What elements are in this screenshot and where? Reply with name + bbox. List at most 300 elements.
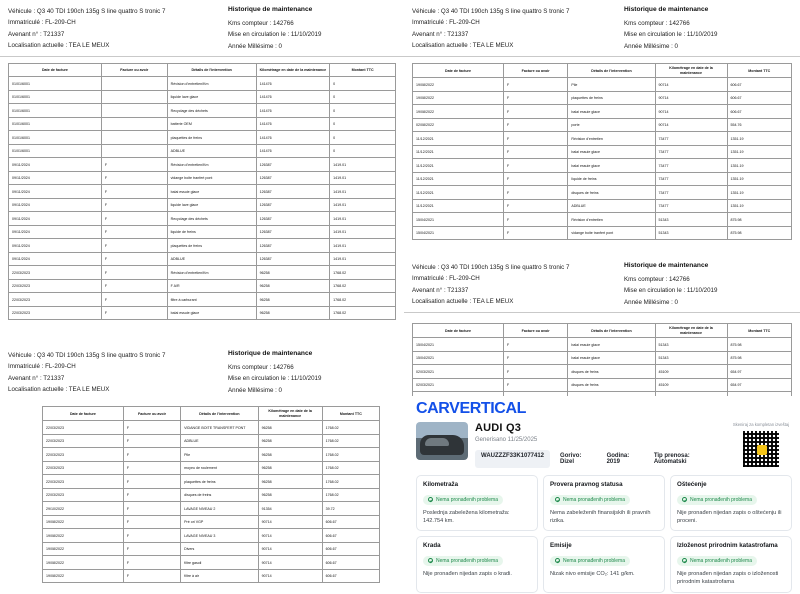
cell-details: liquide de freins <box>167 225 256 239</box>
cell-details: balai essuie glace <box>568 105 655 119</box>
card-title: Oštećenje <box>677 481 707 489</box>
report-header <box>0 0 404 57</box>
card-title: Izloženost prirodnim katastrofama <box>677 542 778 550</box>
cell-mileage: 96258 <box>258 488 322 502</box>
cell-date: 15/04/2021 <box>413 226 504 240</box>
cell-details: F A/R <box>167 279 256 293</box>
vehicle-plate: Immatriculé : FL-209-CH <box>412 19 480 27</box>
cell-invoice: F <box>503 213 567 227</box>
cell-amount: 1768.02 <box>330 293 396 307</box>
cell-details: plaquettes de freins <box>568 91 655 105</box>
cell-details: Pile <box>181 448 259 462</box>
carvertical-logo: CARVERTICAL <box>416 400 526 417</box>
table-row <box>9 306 396 320</box>
qr-code-icon[interactable] <box>742 430 780 468</box>
col-mileage: Kilométrage en date de la maintenance <box>655 324 727 338</box>
table-row <box>413 105 792 119</box>
col-invoice: Facture ou avoir <box>503 324 567 338</box>
cell-mileage: 73477 <box>655 145 727 159</box>
cell-date: 02/08/2022 <box>413 118 504 132</box>
cell-mileage: 90714 <box>655 105 727 119</box>
registration-date: Mise en circulation le : 11/10/2019 <box>228 31 322 39</box>
cell-mileage: 45109 <box>655 378 727 392</box>
cell-invoice: F <box>123 529 180 543</box>
cell-mileage: 96258 <box>258 421 322 435</box>
cell-mileage: 126387 <box>256 185 330 199</box>
vehicle-make-model: AUDI Q3 <box>475 422 522 434</box>
cell-mileage: 96258 <box>258 448 322 462</box>
card-title: Kilometraža <box>423 481 459 489</box>
cell-amount: 875.98 <box>727 213 791 227</box>
cell-amount: 1768.02 <box>322 421 379 435</box>
cell-date: 09/11/2024 <box>9 252 102 266</box>
cell-invoice: F <box>503 226 567 240</box>
cell-invoice: F <box>503 145 567 159</box>
cell-details: Pré ori VGP <box>181 515 259 529</box>
cell-amount: 875.98 <box>727 226 791 240</box>
cell-amount: 1419.01 <box>330 239 396 253</box>
status-text: Nema pronađenih problema <box>690 557 752 564</box>
table-row <box>43 461 380 475</box>
cell-date: 09/11/2024 <box>9 185 102 199</box>
cell-amount: 1419.01 <box>330 212 396 226</box>
cell-amount: 654.97 <box>727 378 791 392</box>
cell-invoice <box>101 90 167 104</box>
cell-date: 19/08/2022 <box>43 542 124 556</box>
table-row <box>413 91 792 105</box>
cell-date: 11/12/2021 <box>413 159 504 173</box>
cell-amount: 1768.02 <box>330 306 396 320</box>
cell-invoice: F <box>503 159 567 173</box>
cell-invoice: F <box>101 279 167 293</box>
vehicle-model: Véhicule : Q3 40 TDI 190ch 135g S line quattro S tronic 7 <box>8 8 166 15</box>
cell-amount: 1351.19 <box>727 199 791 213</box>
card-title: Krada <box>423 542 441 550</box>
cell-mileage: 96258 <box>256 266 330 280</box>
table-row <box>9 239 396 253</box>
table-row <box>413 78 792 92</box>
table-row <box>43 475 380 489</box>
check-card-mileage <box>416 475 538 531</box>
cell-date: 22/03/2023 <box>9 293 102 307</box>
table-row <box>9 279 396 293</box>
cell-mileage: 90714 <box>258 515 322 529</box>
cell-invoice: F <box>503 91 567 105</box>
cell-invoice: F <box>503 351 567 365</box>
table-header-row <box>413 64 792 78</box>
check-card-theft <box>416 536 538 592</box>
cell-mileage: 96258 <box>258 475 322 489</box>
cell-details: disques de freins <box>568 378 655 392</box>
cell-date: 19/08/2022 <box>43 529 124 543</box>
maintenance-table <box>42 406 380 583</box>
cell-mileage: 141476 <box>256 144 330 158</box>
cell-amount: 654.97 <box>727 365 791 379</box>
cell-amount: 1419.01 <box>330 252 396 266</box>
check-circle-icon <box>428 558 433 563</box>
table-body <box>413 78 792 240</box>
cell-invoice: F <box>101 185 167 199</box>
card-title: Emisije <box>550 542 572 550</box>
cell-mileage: 51343 <box>655 226 727 240</box>
cell-invoice: F <box>503 186 567 200</box>
table-row <box>9 90 396 104</box>
table-header-row <box>413 324 792 338</box>
cell-mileage: 141476 <box>256 131 330 145</box>
cell-invoice: F <box>101 225 167 239</box>
cell-mileage: 126387 <box>256 252 330 266</box>
model-year: Année Millésime : 0 <box>228 386 282 394</box>
cell-amount: 1768.02 <box>322 488 379 502</box>
status-text: Nema pronađenih problema <box>690 496 752 503</box>
cell-details: Pile <box>568 78 655 92</box>
check-card-emissions <box>543 536 665 592</box>
cell-mileage: 73477 <box>655 132 727 146</box>
cell-invoice: F <box>101 171 167 185</box>
card-title: Provera pravnog statusa <box>550 481 623 489</box>
fuel-chip: Gorivo: Dizel <box>560 453 582 465</box>
cell-amount: 1419.01 <box>330 185 396 199</box>
maintenance-table-wrapper <box>404 57 800 248</box>
cell-amount: 1768.02 <box>330 266 396 280</box>
col-invoice: Facture ou avoir <box>503 64 567 78</box>
cell-amount: 1768.02 <box>322 461 379 475</box>
cell-amount: 0 <box>330 90 396 104</box>
table-row <box>43 421 380 435</box>
cell-amount: 1351.19 <box>727 159 791 173</box>
table-row <box>43 515 380 529</box>
cell-date: 19/08/2022 <box>43 556 124 570</box>
table-row <box>413 118 792 132</box>
card-text: Nizak nivo emisije CO₂: 141 g/km. <box>550 570 635 577</box>
cell-invoice: F <box>123 461 180 475</box>
cell-date: 19/08/2022 <box>413 105 504 119</box>
maintenance-table <box>8 63 396 320</box>
table-row <box>43 569 380 583</box>
col-mileage: Kilométrage en date de la maintenance <box>256 64 330 77</box>
cell-date: 09/11/2024 <box>9 158 102 172</box>
cell-mileage: 141476 <box>256 104 330 118</box>
table-row <box>413 199 792 213</box>
cell-details: Révision d'entretien/Km <box>167 266 256 280</box>
cell-details: plaquettes de freins <box>181 475 259 489</box>
table-row <box>413 365 792 379</box>
cell-details: ADBLUE <box>167 252 256 266</box>
maintenance-report-top-left <box>0 0 404 344</box>
cell-date: 11/12/2021 <box>413 132 504 146</box>
cell-date: 01/01/6001 <box>9 90 102 104</box>
year-chip: Godina: 2019 <box>606 453 630 465</box>
check-circle-icon <box>428 497 433 502</box>
vehicle-info <box>8 6 165 52</box>
cell-amount: 1351.19 <box>727 132 791 146</box>
cell-details: porte <box>568 118 655 132</box>
cell-details: LAVAGE NIVEAU 3 <box>181 529 259 543</box>
cell-invoice: F <box>503 78 567 92</box>
report-header <box>404 0 800 57</box>
cell-invoice: F <box>123 556 180 570</box>
cell-amount: 1419.01 <box>330 198 396 212</box>
col-amount: Montant TTC <box>322 407 379 421</box>
cell-details: balai essuie glace <box>167 185 256 199</box>
cell-date: 01/01/6001 <box>9 144 102 158</box>
cell-date: 19/08/2022 <box>43 569 124 583</box>
status-badge <box>550 556 630 566</box>
cell-mileage: 96258 <box>256 279 330 293</box>
report-title: Historique de maintenance <box>228 6 313 13</box>
table-header-row <box>43 407 380 421</box>
cell-date: 01/01/6001 <box>9 117 102 131</box>
cell-date: 09/11/2024 <box>9 212 102 226</box>
cell-date: 19/08/2022 <box>413 91 504 105</box>
vehicle-plate: Immatriculé : FL-209-CH <box>412 275 480 283</box>
table-row <box>9 293 396 307</box>
cell-invoice: F <box>101 158 167 172</box>
check-circle-icon <box>682 497 687 502</box>
table-row <box>413 213 792 227</box>
table-row <box>9 171 396 185</box>
cell-date: 22/03/2023 <box>43 475 124 489</box>
cell-date: 15/04/2021 <box>413 351 504 365</box>
maintenance-summary <box>624 6 792 52</box>
cell-date: 09/11/2024 <box>9 198 102 212</box>
cell-date: 09/11/2024 <box>9 171 102 185</box>
col-details: Détails de l'intervention <box>181 407 259 421</box>
status-badge <box>423 495 503 505</box>
cell-amount: 554.76 <box>727 118 791 132</box>
cell-date: 22/03/2023 <box>9 266 102 280</box>
table-row <box>9 185 396 199</box>
table-row <box>43 488 380 502</box>
table-row <box>9 158 396 172</box>
vehicle-details <box>475 422 723 468</box>
table-row <box>413 172 792 186</box>
report-title: Historique de maintenance <box>624 6 709 13</box>
odometer-value: Kms compteur : 142766 <box>228 364 294 371</box>
maintenance-report-bottom-left <box>0 344 404 594</box>
cell-mileage: 96258 <box>256 293 330 307</box>
cell-amount: 1351.19 <box>727 145 791 159</box>
cell-date: 09/11/2024 <box>9 225 102 239</box>
cell-invoice: F <box>101 239 167 253</box>
transmission-chip: Tip prenosa: Automatski <box>653 453 690 465</box>
vehicle-avenant: Avenant n° : T21337 <box>8 374 65 382</box>
card-text: Poslednja zabeležena kilometraža: 142.754 km. <box>423 509 510 525</box>
card-text: Nije pronađen nijedan zapis o oštećenju ili proceni. <box>677 509 782 525</box>
cell-date: 15/04/2021 <box>413 338 504 352</box>
cell-invoice: F <box>101 293 167 307</box>
cell-mileage: 73477 <box>655 159 727 173</box>
status-badge <box>677 495 757 505</box>
vehicle-avenant: Avenant n° : T21337 <box>412 30 469 38</box>
cell-date: 22/03/2023 <box>43 488 124 502</box>
cell-mileage: 90714 <box>655 118 727 132</box>
vehicle-location: Localisation actuelle : TEA LE MEUX <box>8 386 110 394</box>
cell-date: 11/12/2021 <box>413 199 504 213</box>
cell-invoice: F <box>123 569 180 583</box>
table-row <box>413 159 792 173</box>
cell-mileage: 51343 <box>655 338 727 352</box>
cell-amount: 0 <box>330 77 396 91</box>
maintenance-table-wrapper <box>0 400 404 591</box>
cell-invoice <box>101 104 167 118</box>
carvertical-vehicle-summary <box>416 422 792 468</box>
maintenance-summary <box>228 350 396 396</box>
registration-date: Mise en circulation le : 11/10/2019 <box>624 287 718 295</box>
cell-amount: 0 <box>330 131 396 145</box>
qr-section <box>730 422 792 468</box>
cell-details: disques de freins <box>568 186 655 200</box>
col-details: Détails de l'intervention <box>568 64 655 78</box>
col-mileage: Kilométrage en date de la maintenance <box>655 64 727 78</box>
model-year: Année Millésime : 0 <box>624 42 678 50</box>
cell-mileage: 51343 <box>655 351 727 365</box>
cell-invoice: F <box>503 378 567 392</box>
cell-details: balai essuie glace <box>568 351 655 365</box>
cell-amount: 0 <box>330 104 396 118</box>
cell-details: ADBLUE <box>181 434 259 448</box>
model-year: Année Millésime : 0 <box>228 42 282 50</box>
vehicle-model: Véhicule : Q3 40 TDI 190ch 135g S line quattro S tronic 7 <box>412 264 570 271</box>
cell-details: filtre gasoil <box>181 556 259 570</box>
cell-invoice <box>101 131 167 145</box>
cell-invoice: F <box>123 434 180 448</box>
table-body <box>43 421 380 583</box>
cell-date: 11/12/2021 <box>413 145 504 159</box>
table-header-row <box>9 64 396 77</box>
cell-details: balai essuie glace <box>167 306 256 320</box>
model-year: Année Millésime : 0 <box>624 298 678 306</box>
col-amount: Montant TTC <box>727 324 791 338</box>
cell-details: balai essuie glace <box>568 159 655 173</box>
cell-details: filtre à carburant <box>167 293 256 307</box>
check-card-legal <box>543 475 665 531</box>
table-row <box>43 556 380 570</box>
cell-date: 22/03/2023 <box>43 448 124 462</box>
registration-date: Mise en circulation le : 11/10/2019 <box>228 375 322 383</box>
cell-invoice: F <box>503 365 567 379</box>
cell-amount: 0 <box>330 117 396 131</box>
cell-date: 11/12/2021 <box>413 172 504 186</box>
cell-invoice: F <box>503 338 567 352</box>
col-date: Date de facture <box>413 324 504 338</box>
carvertical-panel <box>408 396 800 594</box>
cell-date: 22/03/2023 <box>43 461 124 475</box>
check-circle-icon <box>555 497 560 502</box>
card-text: Nije pronađen nijedan zapis o izloženosti prirodnim katastrofama <box>677 570 779 586</box>
cell-details: Révision d'entretien <box>568 213 655 227</box>
table-row <box>43 434 380 448</box>
odometer-value: Kms compteur : 142766 <box>228 20 294 27</box>
cell-amount: 0 <box>330 144 396 158</box>
cell-amount: 1768.02 <box>322 475 379 489</box>
cell-details: disques de freins <box>181 488 259 502</box>
cell-mileage: 96258 <box>256 306 330 320</box>
table-row <box>9 225 396 239</box>
table-row <box>9 212 396 226</box>
col-amount: Montant TTC <box>330 64 396 77</box>
vehicle-model: Véhicule : Q3 40 TDI 190ch 135g S line quattro S tronic 7 <box>412 8 570 15</box>
cell-amount: 39.72 <box>322 502 379 516</box>
cell-amount: 606.67 <box>727 105 791 119</box>
check-card-natural-disasters <box>670 536 792 592</box>
card-text: Nije pronađen nijedan zapis o kradi. <box>423 570 512 577</box>
maintenance-report-top-right <box>404 0 800 256</box>
cell-invoice: F <box>101 266 167 280</box>
cell-date: 01/01/6001 <box>9 131 102 145</box>
vehicle-plate: Immatriculé : FL-209-CH <box>8 363 76 371</box>
report-header <box>404 256 800 313</box>
vehicle-info <box>412 6 569 52</box>
table-row <box>9 117 396 131</box>
cell-amount: 1768.02 <box>322 434 379 448</box>
cell-date: 19/08/2022 <box>413 78 504 92</box>
cell-invoice: F <box>123 448 180 462</box>
cell-invoice <box>101 144 167 158</box>
cell-amount: 1768.02 <box>330 279 396 293</box>
cell-details: plaquettes de freins <box>167 131 256 145</box>
status-text: Nema pronađenih problema <box>563 557 625 564</box>
qr-caption: Skeniraj za kompletan izveštaj <box>732 422 790 427</box>
cell-details: ADBLUE <box>167 144 256 158</box>
cell-invoice <box>101 77 167 91</box>
cell-invoice: F <box>503 172 567 186</box>
vehicle-location: Localisation actuelle : TEA LE MEUX <box>412 298 514 306</box>
col-details: Détails de l'intervention <box>167 64 256 77</box>
cell-date: 19/08/2022 <box>43 515 124 529</box>
col-invoice: Facture ou avoir <box>123 407 180 421</box>
table-row <box>43 542 380 556</box>
cell-invoice: F <box>503 105 567 119</box>
vehicle-photo <box>416 422 468 460</box>
cell-mileage: 96258 <box>258 461 322 475</box>
cell-mileage: 141476 <box>256 117 330 131</box>
cell-details: Révision d'entretien/Km <box>167 77 256 91</box>
cell-details: balai essuie glace <box>568 145 655 159</box>
cell-details: disques de freins <box>568 365 655 379</box>
cell-amount: 606.67 <box>727 91 791 105</box>
col-date: Date de facture <box>9 64 102 77</box>
cell-amount: 606.67 <box>727 78 791 92</box>
maintenance-summary <box>624 262 792 308</box>
table-row <box>9 104 396 118</box>
col-date: Date de facture <box>413 64 504 78</box>
check-circle-icon <box>682 558 687 563</box>
table-row <box>9 144 396 158</box>
cell-invoice: F <box>101 212 167 226</box>
cell-date: 11/12/2021 <box>413 186 504 200</box>
cell-invoice: F <box>101 252 167 266</box>
cell-mileage: 73477 <box>655 186 727 200</box>
cell-invoice: F <box>101 198 167 212</box>
cell-date: 01/01/6001 <box>9 77 102 91</box>
cell-mileage: 91354 <box>258 502 322 516</box>
table-row <box>413 132 792 146</box>
cell-amount: 606.67 <box>322 569 379 583</box>
vehicle-location: Localisation actuelle : TEA LE MEUX <box>412 42 514 50</box>
table-body <box>9 77 396 320</box>
cell-details: moyeu de roulement <box>181 461 259 475</box>
cell-mileage: 51343 <box>655 213 727 227</box>
cell-details: batterie OEM <box>167 117 256 131</box>
cell-date: 22/03/2023 <box>9 279 102 293</box>
table-row <box>43 448 380 462</box>
cell-amount: 1351.19 <box>727 172 791 186</box>
table-row <box>413 186 792 200</box>
cell-invoice: F <box>503 132 567 146</box>
cell-mileage: 90714 <box>655 78 727 92</box>
cell-mileage: 126387 <box>256 171 330 185</box>
